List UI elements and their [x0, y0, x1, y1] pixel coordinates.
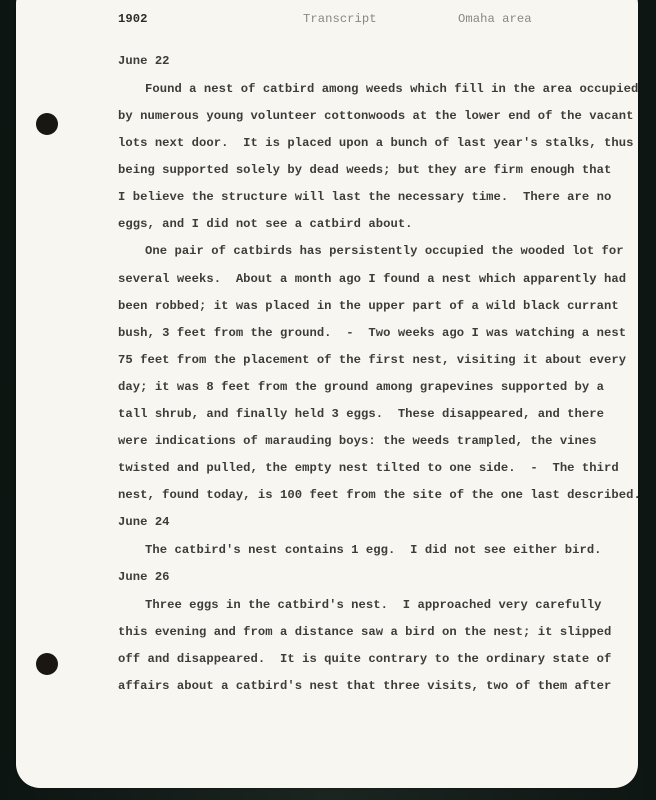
text-line: lots next door. It is placed upon a bunch of last year's stalks, thus — [118, 136, 634, 150]
text-line: One pair of catbirds has persistently occupied the wooded lot for — [145, 244, 624, 258]
punch-hole-top — [36, 113, 58, 135]
text-line: eggs, and I did not see a catbird about. — [118, 217, 413, 231]
text-line: Found a nest of catbird among weeds which fill in the area occupied — [145, 82, 639, 96]
text-line: were indications of marauding boys: the weeds trampled, the vines — [118, 434, 597, 448]
text-line: this evening and from a distance saw a bird on the nest; it slipped — [118, 625, 612, 639]
header-year: 1902 — [118, 12, 148, 26]
text-line: twisted and pulled, the empty nest tilted to one side. - The third — [118, 461, 619, 475]
entry-date: June 22 — [118, 54, 170, 68]
entry-date: June 24 — [118, 515, 170, 529]
punch-hole-bottom — [36, 653, 58, 675]
text-line: been robbed; it was placed in the upper part of a wild black currant — [118, 299, 619, 313]
text-line: bush, 3 feet from the ground. - Two weeks ago I was watching a nest — [118, 326, 627, 340]
text-line: I believe the structure will last the necessary time. There are no — [118, 190, 612, 204]
text-line: by numerous young volunteer cottonwoods at the lower end of the vacant — [118, 109, 634, 123]
text-line: nest, found today, is 100 feet from the site of the one last described. — [118, 488, 641, 502]
text-line: affairs about a catbird's nest that three visits, two of them after — [118, 679, 612, 693]
header-location: Omaha area — [458, 12, 532, 26]
text-line: tall shrub, and finally held 3 eggs. These disappeared, and there — [118, 407, 605, 421]
text-line: being supported solely by dead weeds; but they are firm enough that — [118, 163, 612, 177]
text-line: day; it was 8 feet from the ground among grapevines supported by a — [118, 380, 605, 394]
text-line: off and disappeared. It is quite contrary to the ordinary state of — [118, 652, 612, 666]
text-line: Three eggs in the catbird's nest. I approached very carefully — [145, 598, 602, 612]
text-line: The catbird's nest contains 1 egg. I did not see either bird. — [145, 543, 602, 557]
header-label: Transcript — [303, 12, 377, 26]
text-line: 75 feet from the placement of the first nest, visiting it about every — [118, 353, 627, 367]
text-line: several weeks. About a month ago I found a nest which apparently had — [118, 272, 627, 286]
entry-date: June 26 — [118, 570, 170, 584]
